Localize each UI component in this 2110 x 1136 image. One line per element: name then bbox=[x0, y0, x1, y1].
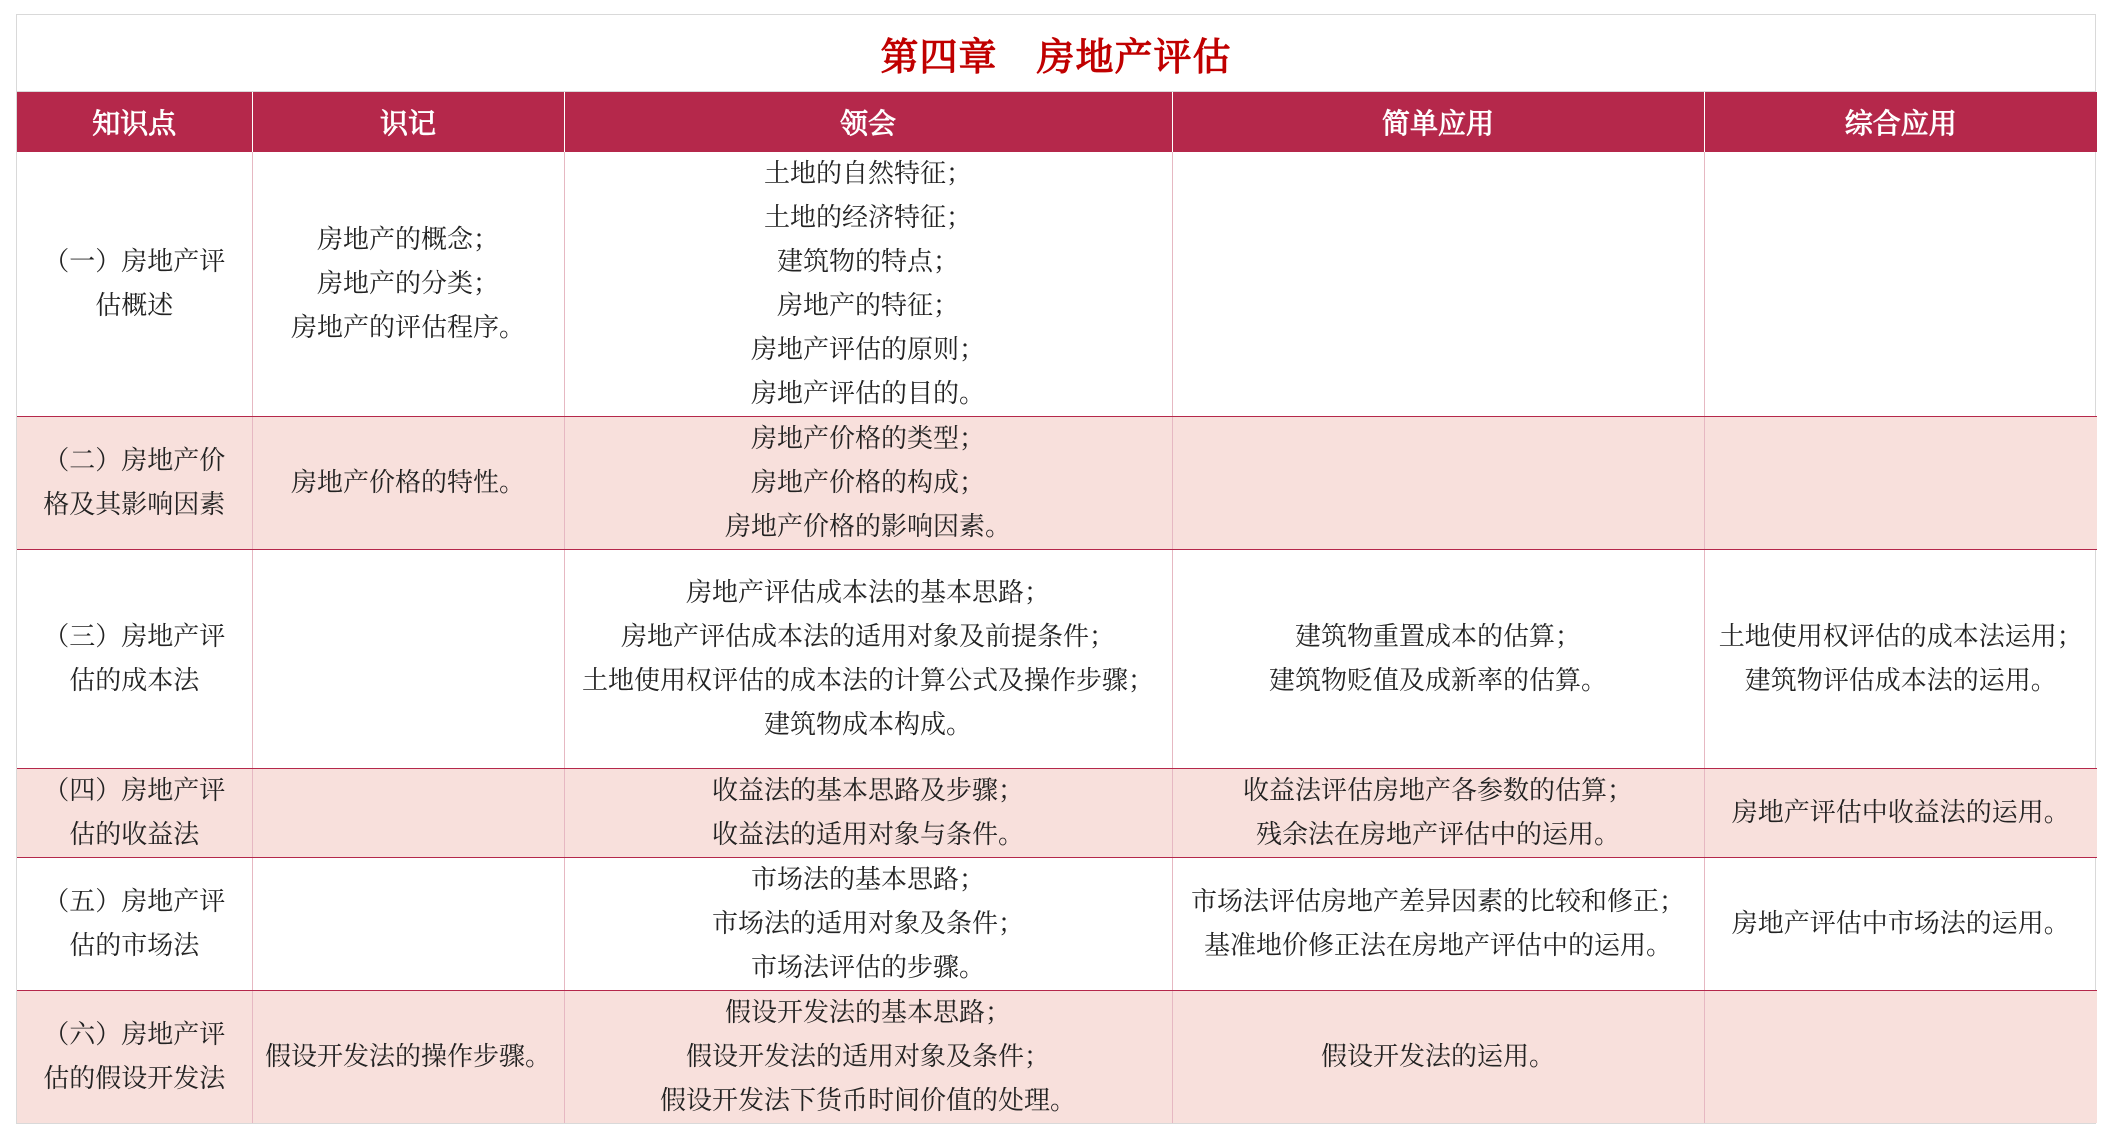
table-row bbox=[17, 769, 2097, 858]
cell-line: 房地产评估成本法的适用对象及前提条件； bbox=[620, 622, 1115, 652]
header-memorize: 识记 bbox=[252, 92, 564, 152]
cell-line: 房地产的特征； bbox=[776, 291, 959, 321]
comprehend-cell bbox=[564, 769, 1172, 858]
cell-line: 假设开发法下货币时间价值的处理。 bbox=[659, 1086, 1076, 1116]
cell-line: 房地产的概念； bbox=[316, 225, 499, 255]
comprehend-cell bbox=[564, 550, 1172, 769]
comprehensive-application-cell bbox=[1704, 417, 2097, 550]
cell-line: 土地的自然特征； bbox=[763, 159, 972, 189]
simple-application-cell bbox=[1172, 991, 1704, 1124]
knowledge-point-label: （二）房地产价格及其影响因素 bbox=[43, 446, 226, 520]
knowledge-point-cell bbox=[17, 417, 252, 550]
cell-line: 收益法评估房地产各参数的估算； bbox=[1242, 776, 1633, 806]
table-row bbox=[17, 417, 2097, 550]
simple-application-cell bbox=[1172, 152, 1704, 417]
knowledge-point-cell bbox=[17, 769, 252, 858]
knowledge-point-cell bbox=[17, 550, 252, 769]
cell-line: 建筑物成本构成。 bbox=[763, 710, 972, 740]
table-row bbox=[17, 550, 2097, 769]
comprehend-cell bbox=[564, 858, 1172, 991]
memorize-cell bbox=[252, 769, 564, 858]
syllabus-table bbox=[17, 92, 2097, 1123]
cell-line: 房地产价格的影响因素。 bbox=[724, 512, 1011, 542]
cell-line: 假设开发法的基本思路； bbox=[724, 998, 1011, 1028]
cell-line: 房地产评估的原则； bbox=[750, 335, 985, 365]
header-comprehensive-application: 综合应用 bbox=[1704, 92, 2097, 152]
comprehensive-application-cell bbox=[1704, 769, 2097, 858]
cell-line: 土地使用权评估的成本法运用； bbox=[1718, 622, 2083, 652]
cell-line: 建筑物重置成本的估算； bbox=[1294, 622, 1581, 652]
cell-line: 房地产评估中市场法的运用。 bbox=[1731, 909, 2070, 939]
comprehend-cell bbox=[564, 152, 1172, 417]
knowledge-point-label: （一）房地产评估概述 bbox=[43, 247, 226, 321]
simple-application-cell bbox=[1172, 858, 1704, 991]
knowledge-point-label: （六）房地产评估的假设开发法 bbox=[43, 1020, 226, 1094]
cell-line: 房地产价格的构成； bbox=[750, 468, 985, 498]
memorize-cell bbox=[252, 152, 564, 417]
comprehensive-application-cell bbox=[1704, 991, 2097, 1124]
header-knowledge-point: 知识点 bbox=[17, 92, 252, 152]
knowledge-point-label: （五）房地产评估的市场法 bbox=[43, 887, 226, 961]
title-row bbox=[17, 15, 2095, 92]
cell-line: 残余法在房地产评估中的运用。 bbox=[1255, 820, 1620, 850]
cell-line: 收益法的基本思路及步骤； bbox=[711, 776, 1024, 806]
memorize-cell bbox=[252, 550, 564, 769]
cell-line: 建筑物贬值及成新率的估算。 bbox=[1268, 666, 1607, 696]
knowledge-point-label: （三）房地产评估的成本法 bbox=[43, 622, 226, 696]
header-comprehend: 领会 bbox=[564, 92, 1172, 152]
cell-line: 房地产价格的特性。 bbox=[290, 468, 525, 498]
simple-application-cell bbox=[1172, 550, 1704, 769]
cell-line: 房地产的分类； bbox=[316, 269, 499, 299]
knowledge-point-cell bbox=[17, 991, 252, 1124]
table-row bbox=[17, 991, 2097, 1124]
syllabus-table-container bbox=[16, 14, 2096, 1124]
cell-line: 市场法评估的步骤。 bbox=[750, 953, 985, 983]
simple-application-cell bbox=[1172, 769, 1704, 858]
cell-line: 土地的经济特征； bbox=[763, 203, 972, 233]
cell-line: 市场法的基本思路； bbox=[750, 865, 985, 895]
memorize-cell bbox=[252, 417, 564, 550]
knowledge-point-cell bbox=[17, 858, 252, 991]
cell-line: 基准地价修正法在房地产评估中的运用。 bbox=[1203, 931, 1672, 961]
cell-line: 房地产价格的类型； bbox=[750, 424, 985, 454]
memorize-cell bbox=[252, 858, 564, 991]
comprehend-cell bbox=[564, 417, 1172, 550]
comprehensive-application-cell bbox=[1704, 550, 2097, 769]
table-row bbox=[17, 858, 2097, 991]
cell-line: 市场法评估房地产差异因素的比较和修正； bbox=[1190, 887, 1685, 917]
cell-line: 土地使用权评估的成本法的计算公式及操作步骤； bbox=[581, 666, 1154, 696]
header-simple-application: 简单应用 bbox=[1172, 92, 1704, 152]
comprehensive-application-cell bbox=[1704, 858, 2097, 991]
knowledge-point-label: （四）房地产评估的收益法 bbox=[43, 776, 226, 850]
simple-application-cell bbox=[1172, 417, 1704, 550]
cell-line: 收益法的适用对象与条件。 bbox=[711, 820, 1024, 850]
chapter-title: 第四章 房地产评估 bbox=[880, 34, 1232, 79]
comprehensive-application-cell bbox=[1704, 152, 2097, 417]
cell-line: 假设开发法的操作步骤。 bbox=[264, 1042, 551, 1072]
cell-line: 房地产评估成本法的基本思路； bbox=[685, 578, 1050, 608]
cell-line: 建筑物的特点； bbox=[776, 247, 959, 277]
table-row bbox=[17, 152, 2097, 417]
cell-line: 建筑物评估成本法的运用。 bbox=[1744, 666, 2057, 696]
cell-line: 房地产评估中收益法的运用。 bbox=[1731, 798, 2070, 828]
memorize-cell bbox=[252, 991, 564, 1124]
cell-line: 假设开发法的运用。 bbox=[1320, 1042, 1555, 1072]
knowledge-point-cell bbox=[17, 152, 252, 417]
cell-line: 市场法的适用对象及条件； bbox=[711, 909, 1024, 939]
cell-line: 假设开发法的适用对象及条件； bbox=[685, 1042, 1050, 1072]
header-row bbox=[17, 92, 2097, 152]
cell-line: 房地产的评估程序。 bbox=[290, 313, 525, 343]
comprehend-cell bbox=[564, 991, 1172, 1124]
cell-line: 房地产评估的目的。 bbox=[750, 379, 985, 409]
